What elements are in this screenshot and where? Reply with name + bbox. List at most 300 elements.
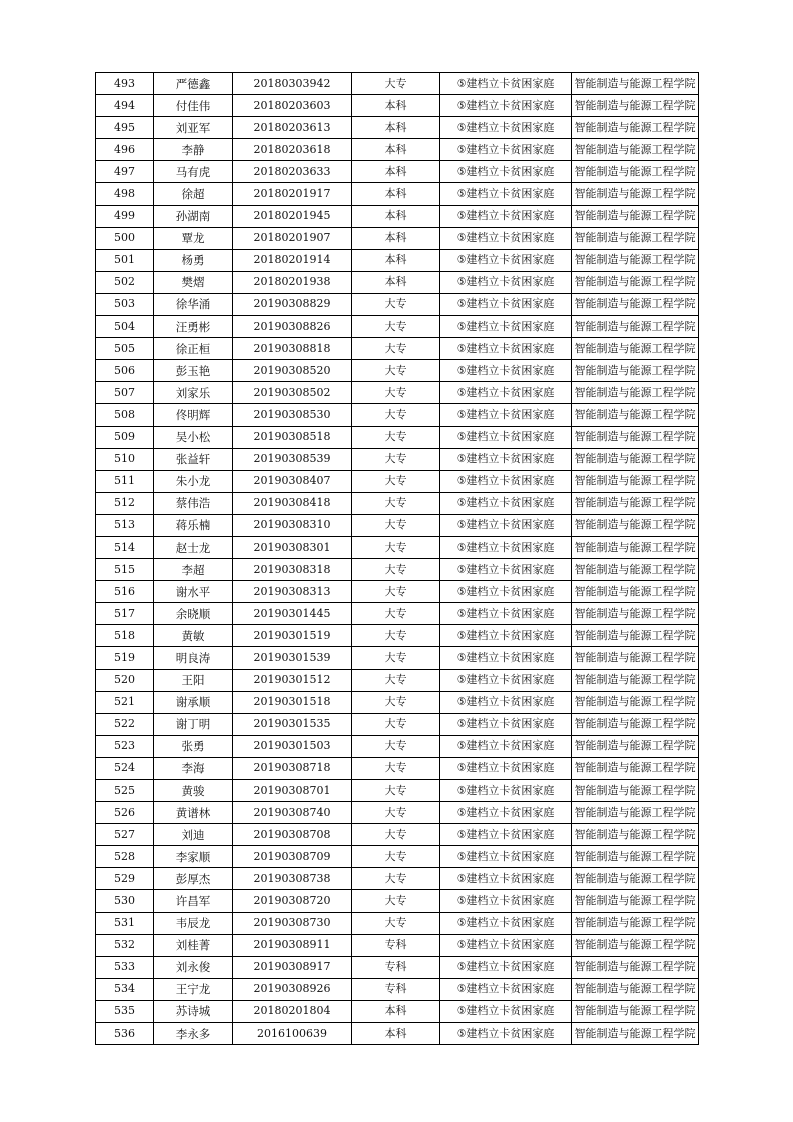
table-row <box>96 338 699 360</box>
education-level-cell: 本科 <box>352 271 440 293</box>
education-level-cell: 大专 <box>352 559 440 581</box>
college-cell: 智能制造与能源工程学院 <box>572 293 699 315</box>
education-level-cell: 大专 <box>352 757 440 779</box>
student-name-cell: 黄骏 <box>154 780 233 802</box>
student-name-cell: 吴小松 <box>154 426 233 448</box>
student-id-cell: 20190308318 <box>233 559 352 581</box>
college-cell: 智能制造与能源工程学院 <box>572 73 699 95</box>
student-id-cell: 20190301519 <box>233 625 352 647</box>
row-number-cell: 534 <box>96 978 154 1000</box>
row-number-cell: 516 <box>96 581 154 603</box>
college-cell: 智能制造与能源工程学院 <box>572 1023 699 1045</box>
college-cell: 智能制造与能源工程学院 <box>572 735 699 757</box>
row-number-cell: 503 <box>96 293 154 315</box>
row-number-cell: 493 <box>96 73 154 95</box>
student-name-cell: 付佳伟 <box>154 95 233 117</box>
table-row <box>96 117 699 139</box>
college-cell: 智能制造与能源工程学院 <box>572 360 699 382</box>
aid-category-cell: ⑤建档立卡贫困家庭 <box>440 978 572 1000</box>
student-id-cell: 20190301539 <box>233 647 352 669</box>
education-level-cell: 大专 <box>352 536 440 558</box>
table-row <box>96 316 699 338</box>
student-name-cell: 李静 <box>154 139 233 161</box>
student-id-cell: 20180203633 <box>233 161 352 183</box>
aid-category-cell: ⑤建档立卡贫困家庭 <box>440 492 572 514</box>
aid-category-cell: ⑤建档立卡贫困家庭 <box>440 735 572 757</box>
aid-category-cell: ⑤建档立卡贫困家庭 <box>440 757 572 779</box>
table-row <box>96 404 699 426</box>
student-name-cell: 彭玉艳 <box>154 360 233 382</box>
college-cell: 智能制造与能源工程学院 <box>572 713 699 735</box>
row-number-cell: 502 <box>96 271 154 293</box>
education-level-cell: 大专 <box>352 360 440 382</box>
row-number-cell: 505 <box>96 338 154 360</box>
aid-category-cell: ⑤建档立卡贫困家庭 <box>440 536 572 558</box>
row-number-cell: 528 <box>96 846 154 868</box>
education-level-cell: 本科 <box>352 227 440 249</box>
aid-category-cell: ⑤建档立卡贫困家庭 <box>440 404 572 426</box>
college-cell: 智能制造与能源工程学院 <box>572 117 699 139</box>
aid-category-cell: ⑤建档立卡贫困家庭 <box>440 1023 572 1045</box>
table-row <box>96 360 699 382</box>
aid-category-cell: ⑤建档立卡贫困家庭 <box>440 559 572 581</box>
college-cell: 智能制造与能源工程学院 <box>572 338 699 360</box>
education-level-cell: 大专 <box>352 669 440 691</box>
education-level-cell: 大专 <box>352 824 440 846</box>
table-row <box>96 448 699 470</box>
student-name-cell: 覃龙 <box>154 227 233 249</box>
aid-category-cell: ⑤建档立卡贫困家庭 <box>440 470 572 492</box>
table-row <box>96 183 699 205</box>
aid-category-cell: ⑤建档立卡贫困家庭 <box>440 249 572 271</box>
education-level-cell: 专科 <box>352 956 440 978</box>
table-row <box>96 780 699 802</box>
college-cell: 智能制造与能源工程学院 <box>572 139 699 161</box>
student-name-cell: 刘亚军 <box>154 117 233 139</box>
row-number-cell: 510 <box>96 448 154 470</box>
student-name-cell: 樊熠 <box>154 271 233 293</box>
student-name-cell: 李家顺 <box>154 846 233 868</box>
education-level-cell: 专科 <box>352 978 440 1000</box>
college-cell: 智能制造与能源工程学院 <box>572 978 699 1000</box>
aid-category-cell: ⑤建档立卡贫困家庭 <box>440 360 572 382</box>
row-number-cell: 495 <box>96 117 154 139</box>
table-row <box>96 912 699 934</box>
row-number-cell: 515 <box>96 559 154 581</box>
table-row <box>96 559 699 581</box>
student-id-cell: 20190308407 <box>233 470 352 492</box>
college-cell: 智能制造与能源工程学院 <box>572 625 699 647</box>
student-name-cell: 谢水平 <box>154 581 233 603</box>
college-cell: 智能制造与能源工程学院 <box>572 271 699 293</box>
row-number-cell: 524 <box>96 757 154 779</box>
row-number-cell: 514 <box>96 536 154 558</box>
row-number-cell: 525 <box>96 780 154 802</box>
education-level-cell: 大专 <box>352 426 440 448</box>
student-id-cell: 20190308301 <box>233 536 352 558</box>
student-name-cell: 严德鑫 <box>154 73 233 95</box>
aid-category-cell: ⑤建档立卡贫困家庭 <box>440 338 572 360</box>
education-level-cell: 大专 <box>352 802 440 824</box>
row-number-cell: 504 <box>96 316 154 338</box>
aid-category-cell: ⑤建档立卡贫困家庭 <box>440 802 572 824</box>
education-level-cell: 大专 <box>352 316 440 338</box>
education-level-cell: 本科 <box>352 117 440 139</box>
aid-category-cell: ⑤建档立卡贫困家庭 <box>440 713 572 735</box>
aid-category-cell: ⑤建档立卡贫困家庭 <box>440 205 572 227</box>
student-name-cell: 蒋乐楠 <box>154 514 233 536</box>
aid-category-cell: ⑤建档立卡贫困家庭 <box>440 183 572 205</box>
college-cell: 智能制造与能源工程学院 <box>572 824 699 846</box>
student-name-cell: 张勇 <box>154 735 233 757</box>
row-number-cell: 532 <box>96 934 154 956</box>
aid-category-cell: ⑤建档立卡贫困家庭 <box>440 912 572 934</box>
row-number-cell: 535 <box>96 1000 154 1022</box>
row-number-cell: 520 <box>96 669 154 691</box>
row-number-cell: 521 <box>96 691 154 713</box>
student-name-cell: 马有虎 <box>154 161 233 183</box>
education-level-cell: 本科 <box>352 249 440 271</box>
college-cell: 智能制造与能源工程学院 <box>572 647 699 669</box>
table-row <box>96 382 699 404</box>
student-id-cell: 20190308720 <box>233 890 352 912</box>
college-cell: 智能制造与能源工程学院 <box>572 492 699 514</box>
student-id-cell: 20190308709 <box>233 846 352 868</box>
table-row <box>96 470 699 492</box>
aid-category-cell: ⑤建档立卡贫困家庭 <box>440 514 572 536</box>
row-number-cell: 507 <box>96 382 154 404</box>
college-cell: 智能制造与能源工程学院 <box>572 603 699 625</box>
table-row <box>96 227 699 249</box>
education-level-cell: 本科 <box>352 95 440 117</box>
education-level-cell: 大专 <box>352 691 440 713</box>
student-id-cell: 20180201804 <box>233 1000 352 1022</box>
table-row <box>96 603 699 625</box>
student-name-cell: 刘永俊 <box>154 956 233 978</box>
student-name-cell: 赵士龙 <box>154 536 233 558</box>
student-id-cell: 20190308520 <box>233 360 352 382</box>
student-id-cell: 20190301518 <box>233 691 352 713</box>
student-id-cell: 20190308730 <box>233 912 352 934</box>
education-level-cell: 专科 <box>352 934 440 956</box>
education-level-cell: 大专 <box>352 73 440 95</box>
row-number-cell: 517 <box>96 603 154 625</box>
table-row <box>96 426 699 448</box>
table-row <box>96 824 699 846</box>
student-name-cell: 徐超 <box>154 183 233 205</box>
student-name-cell: 韦辰龙 <box>154 912 233 934</box>
college-cell: 智能制造与能源工程学院 <box>572 868 699 890</box>
education-level-cell: 大专 <box>352 735 440 757</box>
aid-category-cell: ⑤建档立卡贫困家庭 <box>440 603 572 625</box>
table-row <box>96 73 699 95</box>
education-level-cell: 大专 <box>352 470 440 492</box>
row-number-cell: 523 <box>96 735 154 757</box>
aid-category-cell: ⑤建档立卡贫困家庭 <box>440 691 572 713</box>
student-name-cell: 刘迪 <box>154 824 233 846</box>
aid-category-cell: ⑤建档立卡贫困家庭 <box>440 824 572 846</box>
row-number-cell: 509 <box>96 426 154 448</box>
student-id-cell: 20180203613 <box>233 117 352 139</box>
table-row <box>96 581 699 603</box>
education-level-cell: 大专 <box>352 492 440 514</box>
table-row <box>96 249 699 271</box>
education-level-cell: 大专 <box>352 293 440 315</box>
table-row <box>96 647 699 669</box>
row-number-cell: 527 <box>96 824 154 846</box>
aid-category-cell: ⑤建档立卡贫困家庭 <box>440 669 572 691</box>
education-level-cell: 大专 <box>352 647 440 669</box>
student-id-cell: 20190301503 <box>233 735 352 757</box>
student-id-cell: 20190308818 <box>233 338 352 360</box>
table-row <box>96 293 699 315</box>
aid-category-cell: ⑤建档立卡贫困家庭 <box>440 271 572 293</box>
row-number-cell: 519 <box>96 647 154 669</box>
student-name-cell: 佟明辉 <box>154 404 233 426</box>
student-name-cell: 彭厚杰 <box>154 868 233 890</box>
education-level-cell: 大专 <box>352 890 440 912</box>
student-name-cell: 明良涛 <box>154 647 233 669</box>
row-number-cell: 511 <box>96 470 154 492</box>
aid-category-cell: ⑤建档立卡贫困家庭 <box>440 934 572 956</box>
college-cell: 智能制造与能源工程学院 <box>572 669 699 691</box>
college-cell: 智能制造与能源工程学院 <box>572 934 699 956</box>
student-name-cell: 汪勇彬 <box>154 316 233 338</box>
student-id-cell: 20190308829 <box>233 293 352 315</box>
college-cell: 智能制造与能源工程学院 <box>572 183 699 205</box>
table-row <box>96 691 699 713</box>
aid-category-cell: ⑤建档立卡贫困家庭 <box>440 117 572 139</box>
college-cell: 智能制造与能源工程学院 <box>572 1000 699 1022</box>
row-number-cell: 522 <box>96 713 154 735</box>
education-level-cell: 大专 <box>352 603 440 625</box>
student-name-cell: 杨勇 <box>154 249 233 271</box>
student-name-cell: 徐正桓 <box>154 338 233 360</box>
education-level-cell: 本科 <box>352 205 440 227</box>
student-id-cell: 20190308738 <box>233 868 352 890</box>
college-cell: 智能制造与能源工程学院 <box>572 514 699 536</box>
aid-category-cell: ⑤建档立卡贫困家庭 <box>440 227 572 249</box>
table-row <box>96 1000 699 1022</box>
college-cell: 智能制造与能源工程学院 <box>572 227 699 249</box>
education-level-cell: 大专 <box>352 780 440 802</box>
table-row <box>96 514 699 536</box>
aid-category-cell: ⑤建档立卡贫困家庭 <box>440 868 572 890</box>
college-cell: 智能制造与能源工程学院 <box>572 404 699 426</box>
student-id-cell: 20180201907 <box>233 227 352 249</box>
college-cell: 智能制造与能源工程学院 <box>572 470 699 492</box>
student-id-cell: 20190308718 <box>233 757 352 779</box>
college-cell: 智能制造与能源工程学院 <box>572 780 699 802</box>
table-row <box>96 205 699 227</box>
table-row <box>96 846 699 868</box>
college-cell: 智能制造与能源工程学院 <box>572 890 699 912</box>
student-id-cell: 20190301535 <box>233 713 352 735</box>
education-level-cell: 大专 <box>352 846 440 868</box>
student-id-cell: 20180201938 <box>233 271 352 293</box>
student-name-cell: 朱小龙 <box>154 470 233 492</box>
row-number-cell: 533 <box>96 956 154 978</box>
college-cell: 智能制造与能源工程学院 <box>572 757 699 779</box>
student-name-cell: 苏诗城 <box>154 1000 233 1022</box>
student-name-cell: 黄敏 <box>154 625 233 647</box>
college-cell: 智能制造与能源工程学院 <box>572 249 699 271</box>
student-id-cell: 20190308926 <box>233 978 352 1000</box>
table-row <box>96 492 699 514</box>
college-cell: 智能制造与能源工程学院 <box>572 846 699 868</box>
student-id-cell: 20180203603 <box>233 95 352 117</box>
student-id-cell: 20190308418 <box>233 492 352 514</box>
aid-category-cell: ⑤建档立卡贫困家庭 <box>440 846 572 868</box>
student-name-cell: 王阳 <box>154 669 233 691</box>
row-number-cell: 513 <box>96 514 154 536</box>
row-number-cell: 501 <box>96 249 154 271</box>
education-level-cell: 大专 <box>352 868 440 890</box>
aid-category-cell: ⑤建档立卡贫困家庭 <box>440 139 572 161</box>
student-name-cell: 谢承顺 <box>154 691 233 713</box>
student-roster-table <box>95 72 699 1045</box>
student-id-cell: 2016100639 <box>233 1023 352 1045</box>
college-cell: 智能制造与能源工程学院 <box>572 448 699 470</box>
student-name-cell: 许昌军 <box>154 890 233 912</box>
aid-category-cell: ⑤建档立卡贫困家庭 <box>440 448 572 470</box>
college-cell: 智能制造与能源工程学院 <box>572 205 699 227</box>
student-name-cell: 谢丁明 <box>154 713 233 735</box>
student-name-cell: 刘家乐 <box>154 382 233 404</box>
student-name-cell: 蔡伟浩 <box>154 492 233 514</box>
student-id-cell: 20180201914 <box>233 249 352 271</box>
row-number-cell: 518 <box>96 625 154 647</box>
table-row <box>96 536 699 558</box>
student-name-cell: 李永多 <box>154 1023 233 1045</box>
table-row <box>96 713 699 735</box>
college-cell: 智能制造与能源工程学院 <box>572 581 699 603</box>
student-id-cell: 20190308911 <box>233 934 352 956</box>
aid-category-cell: ⑤建档立卡贫困家庭 <box>440 73 572 95</box>
student-id-cell: 20190308310 <box>233 514 352 536</box>
student-name-cell: 徐华涌 <box>154 293 233 315</box>
student-id-cell: 20190308518 <box>233 426 352 448</box>
table-row <box>96 868 699 890</box>
education-level-cell: 大专 <box>352 713 440 735</box>
student-name-cell: 王宁龙 <box>154 978 233 1000</box>
education-level-cell: 大专 <box>352 912 440 934</box>
student-id-cell: 20190308826 <box>233 316 352 338</box>
aid-category-cell: ⑤建档立卡贫困家庭 <box>440 1000 572 1022</box>
table-row <box>96 735 699 757</box>
table-row <box>96 271 699 293</box>
student-id-cell: 20190308740 <box>233 802 352 824</box>
student-id-cell: 20180201945 <box>233 205 352 227</box>
row-number-cell: 506 <box>96 360 154 382</box>
table-row <box>96 956 699 978</box>
aid-category-cell: ⑤建档立卡贫困家庭 <box>440 95 572 117</box>
student-id-cell: 20190308502 <box>233 382 352 404</box>
roster-body <box>96 73 699 1045</box>
college-cell: 智能制造与能源工程学院 <box>572 559 699 581</box>
college-cell: 智能制造与能源工程学院 <box>572 912 699 934</box>
table-row <box>96 625 699 647</box>
aid-category-cell: ⑤建档立卡贫困家庭 <box>440 426 572 448</box>
education-level-cell: 本科 <box>352 1000 440 1022</box>
college-cell: 智能制造与能源工程学院 <box>572 691 699 713</box>
table-row <box>96 934 699 956</box>
row-number-cell: 498 <box>96 183 154 205</box>
college-cell: 智能制造与能源工程学院 <box>572 316 699 338</box>
education-level-cell: 本科 <box>352 1023 440 1045</box>
education-level-cell: 大专 <box>352 514 440 536</box>
student-id-cell: 20190308313 <box>233 581 352 603</box>
student-id-cell: 20180203618 <box>233 139 352 161</box>
college-cell: 智能制造与能源工程学院 <box>572 956 699 978</box>
student-name-cell: 孙湖南 <box>154 205 233 227</box>
college-cell: 智能制造与能源工程学院 <box>572 382 699 404</box>
table-row <box>96 890 699 912</box>
aid-category-cell: ⑤建档立卡贫困家庭 <box>440 625 572 647</box>
aid-category-cell: ⑤建档立卡贫困家庭 <box>440 382 572 404</box>
education-level-cell: 本科 <box>352 161 440 183</box>
education-level-cell: 大专 <box>352 404 440 426</box>
table-row <box>96 669 699 691</box>
student-id-cell: 20190308539 <box>233 448 352 470</box>
row-number-cell: 526 <box>96 802 154 824</box>
student-id-cell: 20190301512 <box>233 669 352 691</box>
college-cell: 智能制造与能源工程学院 <box>572 95 699 117</box>
aid-category-cell: ⑤建档立卡贫困家庭 <box>440 780 572 802</box>
row-number-cell: 497 <box>96 161 154 183</box>
education-level-cell: 本科 <box>352 139 440 161</box>
aid-category-cell: ⑤建档立卡贫困家庭 <box>440 316 572 338</box>
table-row <box>96 1023 699 1045</box>
aid-category-cell: ⑤建档立卡贫困家庭 <box>440 581 572 603</box>
student-name-cell: 刘桂菁 <box>154 934 233 956</box>
row-number-cell: 500 <box>96 227 154 249</box>
aid-category-cell: ⑤建档立卡贫困家庭 <box>440 647 572 669</box>
aid-category-cell: ⑤建档立卡贫困家庭 <box>440 161 572 183</box>
student-name-cell: 张益轩 <box>154 448 233 470</box>
college-cell: 智能制造与能源工程学院 <box>572 161 699 183</box>
row-number-cell: 529 <box>96 868 154 890</box>
row-number-cell: 536 <box>96 1023 154 1045</box>
student-name-cell: 余晓顺 <box>154 603 233 625</box>
college-cell: 智能制造与能源工程学院 <box>572 536 699 558</box>
table-row <box>96 802 699 824</box>
row-number-cell: 496 <box>96 139 154 161</box>
table-row <box>96 161 699 183</box>
row-number-cell: 530 <box>96 890 154 912</box>
education-level-cell: 大专 <box>352 448 440 470</box>
student-id-cell: 20190308701 <box>233 780 352 802</box>
row-number-cell: 531 <box>96 912 154 934</box>
college-cell: 智能制造与能源工程学院 <box>572 802 699 824</box>
aid-category-cell: ⑤建档立卡贫困家庭 <box>440 293 572 315</box>
aid-category-cell: ⑤建档立卡贫困家庭 <box>440 890 572 912</box>
row-number-cell: 494 <box>96 95 154 117</box>
student-id-cell: 20180303942 <box>233 73 352 95</box>
education-level-cell: 大专 <box>352 382 440 404</box>
student-id-cell: 20180201917 <box>233 183 352 205</box>
student-id-cell: 20190301445 <box>233 603 352 625</box>
row-number-cell: 512 <box>96 492 154 514</box>
table-row <box>96 139 699 161</box>
student-name-cell: 黄谱林 <box>154 802 233 824</box>
aid-category-cell: ⑤建档立卡贫困家庭 <box>440 956 572 978</box>
student-id-cell: 20190308708 <box>233 824 352 846</box>
table-row <box>96 757 699 779</box>
education-level-cell: 大专 <box>352 581 440 603</box>
table-row <box>96 978 699 1000</box>
student-id-cell: 20190308530 <box>233 404 352 426</box>
